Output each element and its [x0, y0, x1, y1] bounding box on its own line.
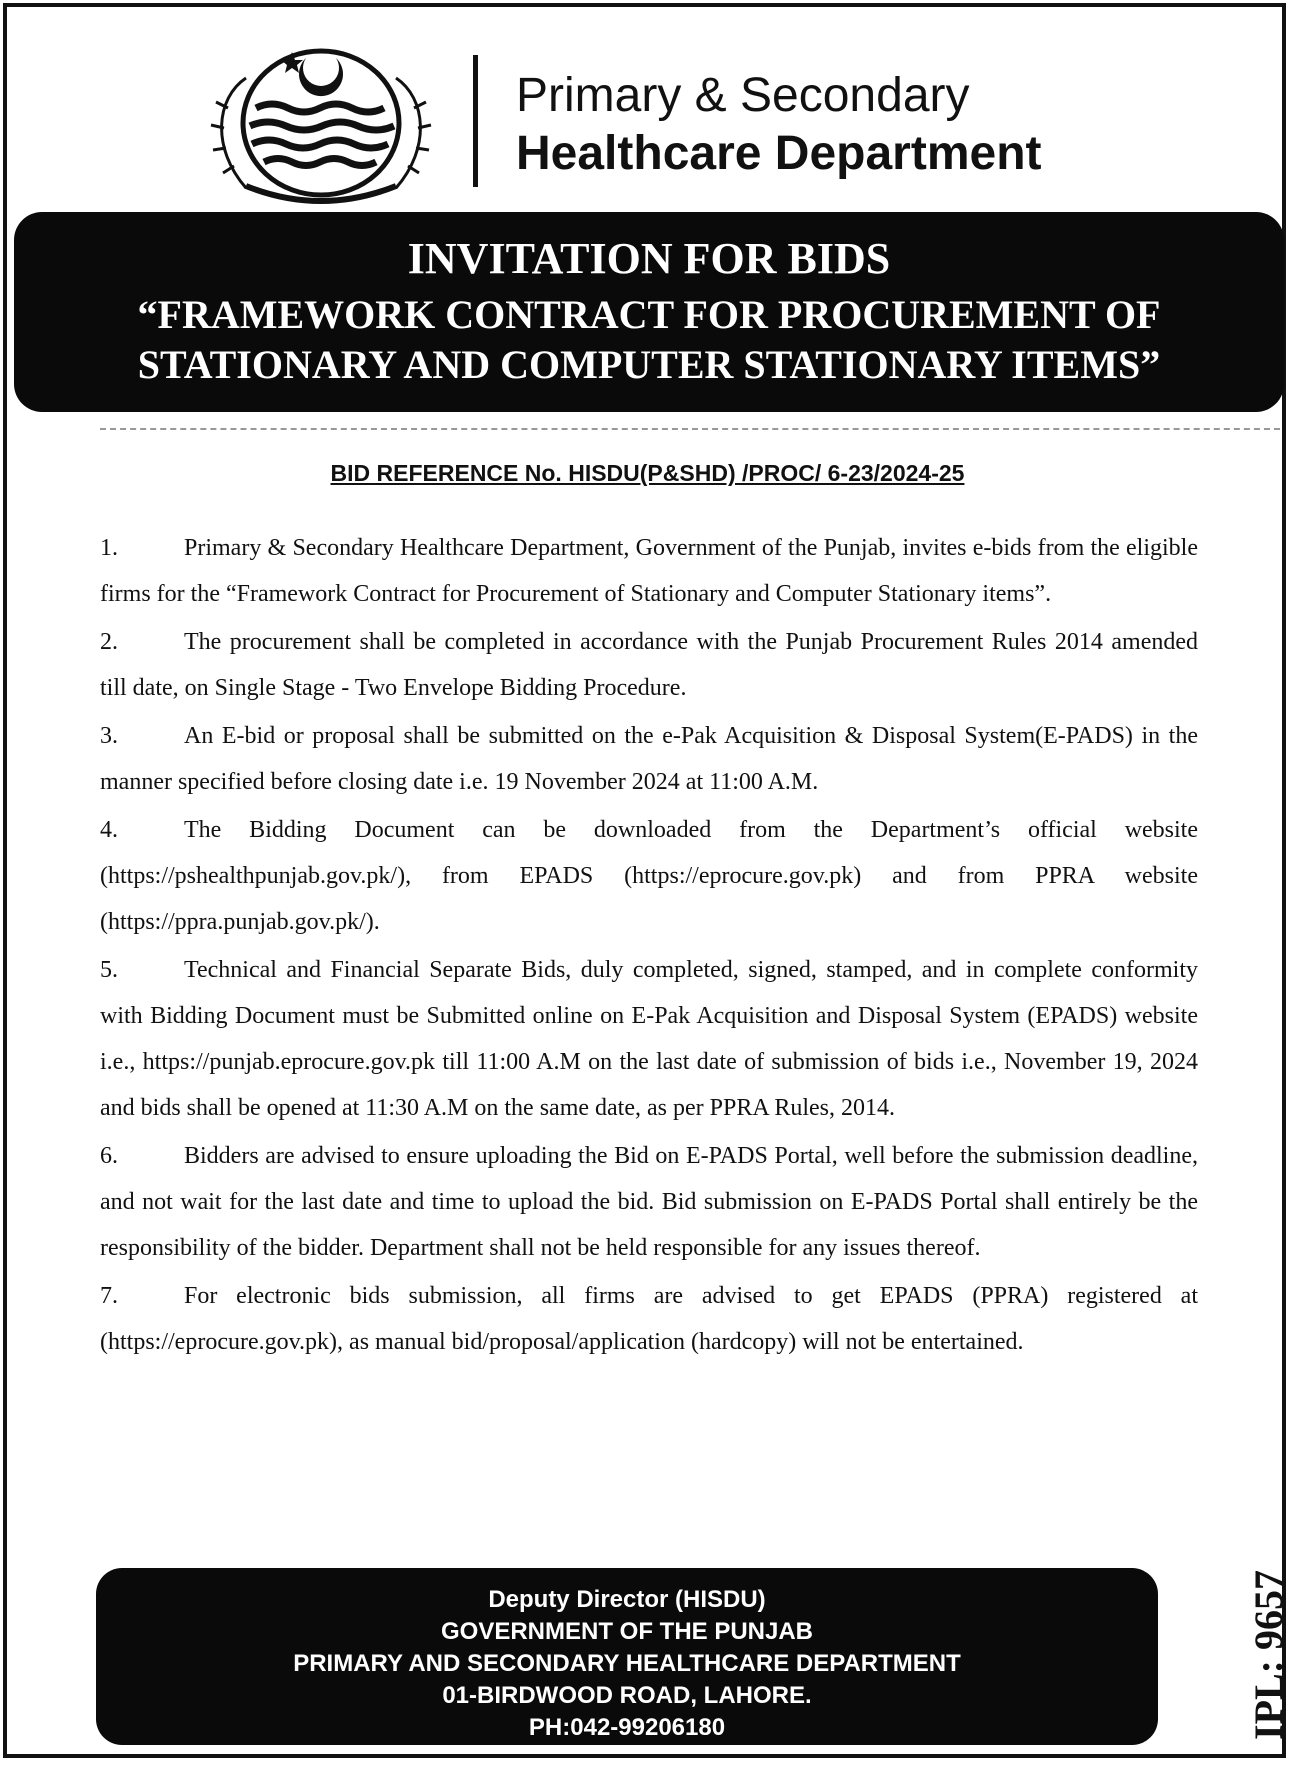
paragraph-text: For electronic bids submission, all firms are advised to get EPADS (PPRA) registered at (https://eprocure.gov.pk), as manual bid/proposal/application (hardcopy) will not be entertained. [100, 1283, 1198, 1355]
paragraph-text: Technical and Financial Separate Bids, duly completed, signed, stamped, and in complete conformity with Bidding Document must be Submitted online on E-Pak Acquisition and Disposal System (EPADS) website i.e., https://punjab.eprocure.gov.pk till 11:00 A.M on the last date of submission of bids i.e., November 19, 2024 and bids shall be opened at 11:30 A.M on the same date, as per PPRA Rules, 2014. [100, 957, 1198, 1121]
punjab-government-emblem-icon [206, 38, 436, 208]
ipl-code: IPL: 9657 [1246, 1570, 1291, 1740]
signatory-title: Deputy Director (HISDU) [488, 1586, 766, 1613]
paragraph [100, 525, 1198, 617]
paragraph-number: 1. [100, 535, 118, 561]
department-name-line2: Healthcare Department [516, 127, 1042, 180]
bid-reference: BID REFERENCE No. HISDU(P&SHD) /PROC/ 6-23/2024-25 [330, 460, 965, 486]
title-banner [14, 212, 1284, 412]
paragraph-number: 5. [100, 957, 118, 983]
paragraph-text: Bidders are advised to ensure uploading the Bid on E-PADS Portal, well before the submission deadline, and not wait for the last date and time to upload the bid. Bid submission on E-PADS Portal shall entirely be the responsibility of the bidder. Department shall not be held responsible for any issues thereof. [100, 1143, 1198, 1261]
paragraph-number: 4. [100, 817, 118, 843]
paragraph-text: Primary & Secondary Healthcare Department, Government of the Punjab, invites e-bids from the eligible firms for the “Framework Contract for Procurement of Stationary and Computer Stationary items”. [100, 535, 1198, 607]
notice-body [100, 525, 1198, 1367]
banner-subtitle-line1: “FRAMEWORK CONTRACT FOR PROCUREMENT OF [137, 292, 1161, 337]
signature-block [96, 1568, 1158, 1745]
signatory-government: GOVERNMENT OF THE PUNJAB [440, 1618, 814, 1645]
banner-title: INVITATION FOR BIDS [407, 234, 891, 283]
paragraph-number: 7. [100, 1283, 118, 1309]
signatory-department: PRIMARY AND SECONDARY HEALTHCARE DEPARTMENT [293, 1650, 961, 1677]
paragraph [100, 947, 1198, 1131]
signatory-address: 01-BIRDWOOD ROAD, LAHORE. [442, 1682, 812, 1709]
paragraph-text: An E-bid or proposal shall be submitted on the e-Pak Acquisition & Disposal System(E-PADS) in the manner specified before closing date i.e. 19 November 2024 at 11:00 A.M. [100, 723, 1198, 795]
paragraph [100, 1133, 1198, 1271]
paragraph-number: 3. [100, 723, 118, 749]
department-name-line1: Primary & Secondary [516, 69, 970, 122]
paragraph-text: The Bidding Document can be downloaded from the Department’s official website (https://pshealthpunjab.gov.pk/), from EPADS (https://eprocure.gov.pk) and from PPRA website (https://ppra.punjab.gov.pk/). [100, 817, 1198, 935]
signatory-phone: PH:042-99206180 [528, 1714, 726, 1741]
divider-line [100, 428, 1280, 433]
paragraph [100, 619, 1198, 711]
paragraph [100, 1273, 1198, 1365]
header-divider [473, 55, 478, 187]
paragraph [100, 807, 1198, 945]
paragraph-number: 6. [100, 1143, 118, 1169]
paragraph-number: 2. [100, 629, 118, 655]
banner-subtitle-line2: STATIONARY AND COMPUTER STATIONARY ITEMS” [137, 342, 1161, 387]
paragraph-text: The procurement shall be completed in accordance with the Punjab Procurement Rules 2014 amended till date, on Single Stage - Two Envelope Bidding Procedure. [100, 629, 1198, 701]
paragraph [100, 713, 1198, 805]
